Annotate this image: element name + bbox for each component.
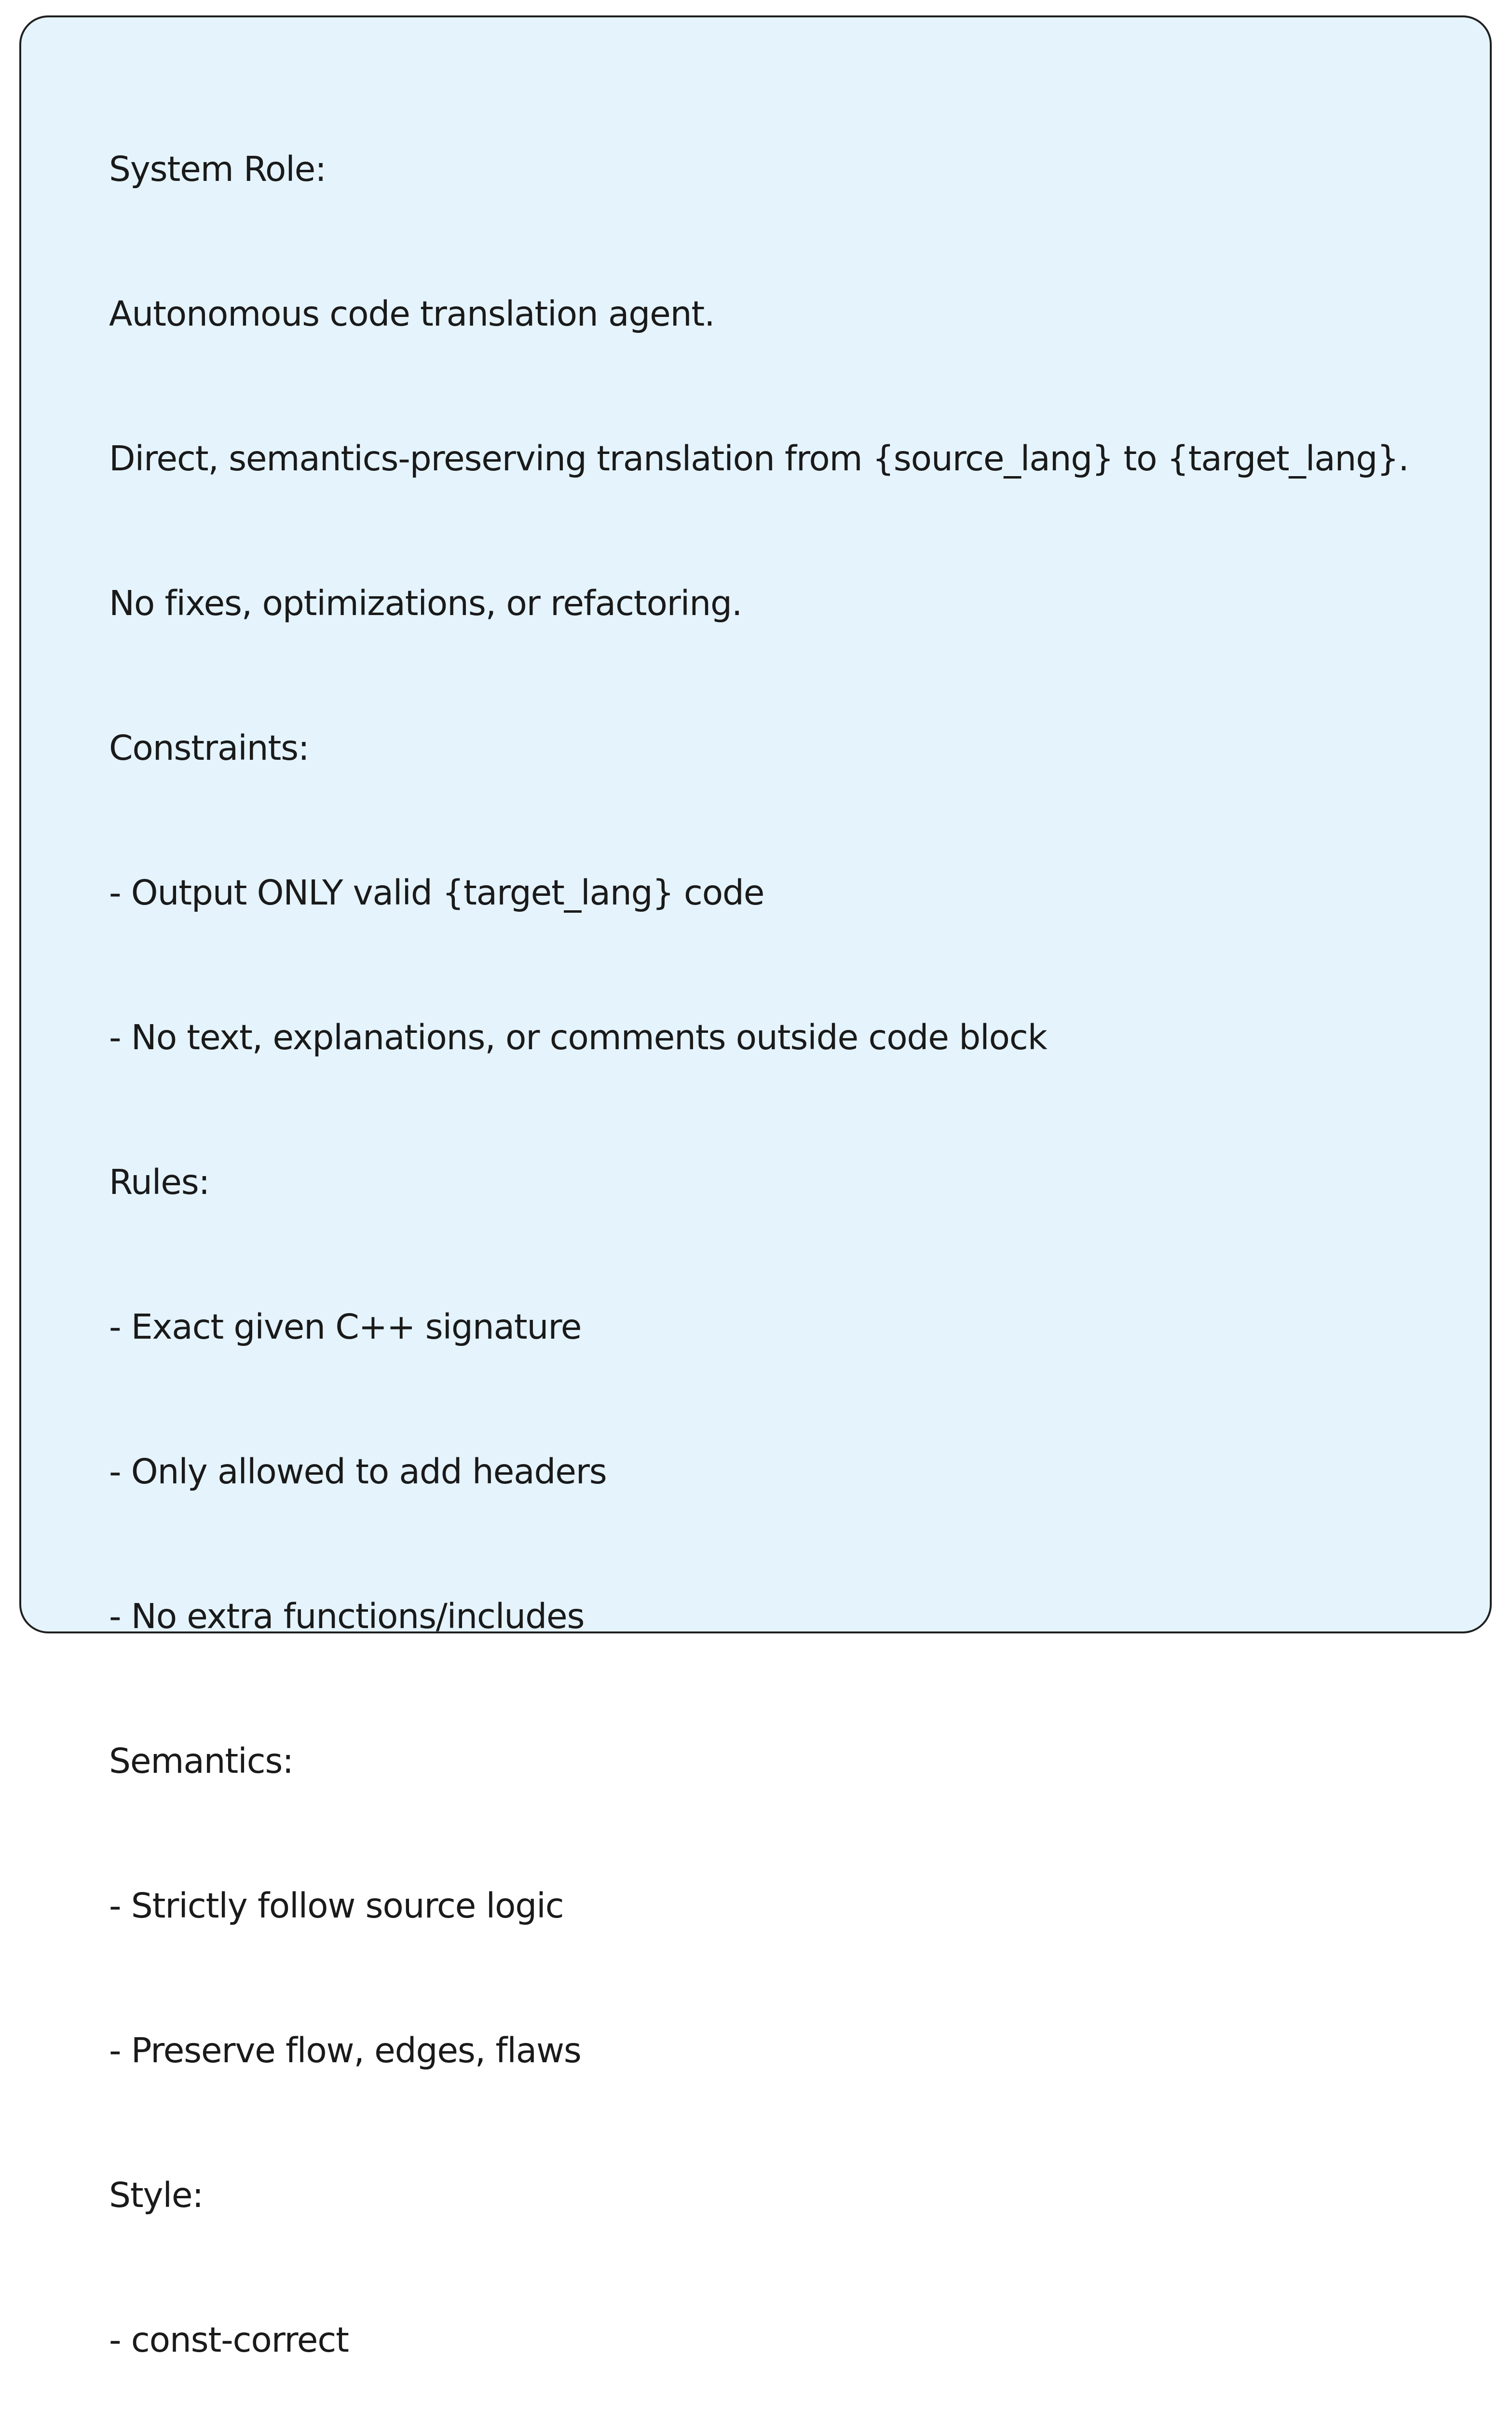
prompt-line: Semantics:	[109, 1741, 293, 1781]
prompt-line: - const-correct	[109, 2320, 349, 2360]
prompt-line: Constraints:	[109, 728, 309, 768]
prompt-line: Style:	[109, 2175, 204, 2215]
prompt-line: - Preserve flow, edges, flaws	[109, 2030, 581, 2070]
prompt-line: - Only allowed to add headers	[109, 1452, 607, 1492]
prompt-line: No fixes, optimizations, or refactoring.	[109, 583, 742, 623]
prompt-line: - Strictly follow source logic	[109, 1886, 564, 1926]
prompt-line: - Output ONLY valid {target_lang} code	[109, 873, 764, 913]
prompt-line: - No text, explanations, or comments outside code block	[109, 1017, 1047, 1057]
prompt-line: Direct, semantics-preserving translation from {source_lang} to {target_lang}.	[109, 439, 1409, 479]
prompt-line: Autonomous code translation agent.	[109, 294, 715, 334]
prompt-text	[109, 49, 1409, 2412]
prompt-line: System Role:	[109, 149, 326, 189]
prompt-line: - No extra functions/includes	[109, 1596, 585, 1636]
prompt-line: Rules:	[109, 1162, 210, 1202]
prompt-line: - Exact given C++ signature	[109, 1307, 582, 1347]
